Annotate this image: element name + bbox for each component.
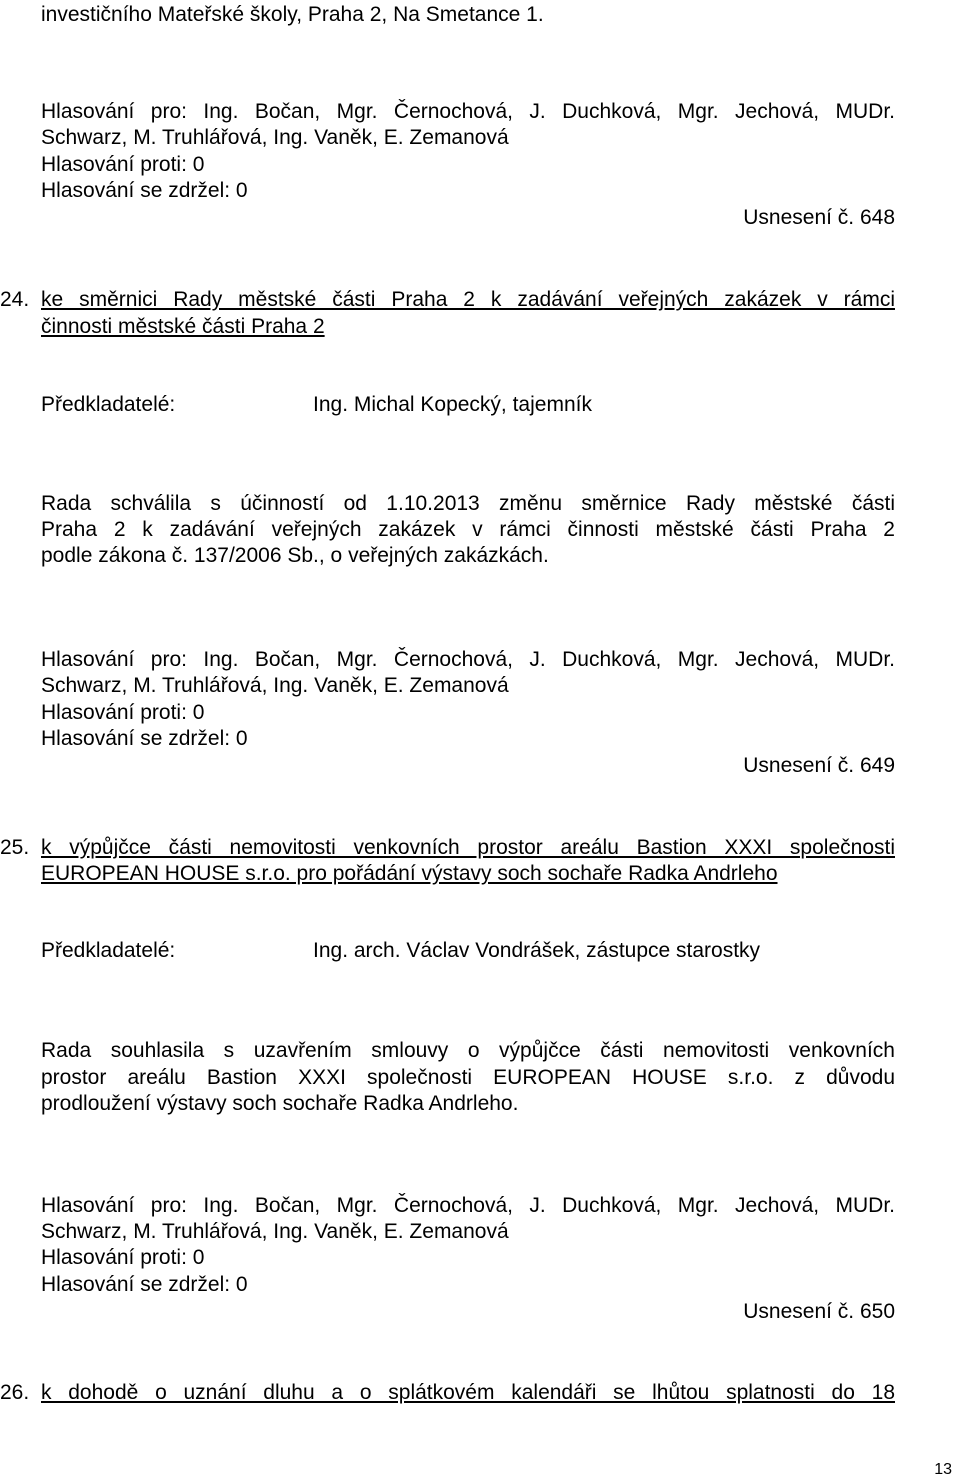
vote-zdrzel: Hlasování se zdržel: 0 — [41, 727, 248, 750]
resolution-number: Usnesení č. 649 — [743, 754, 895, 777]
item-title-line1: k výpůjčce části nemovitosti venkovních prostor areálu Bastion XXXI společnosti — [41, 836, 895, 859]
vote-pro-line1: Hlasování pro: Ing. Bočan, Mgr. Černochová, J. Duchková, Mgr. Jechová, MUDr. — [41, 648, 895, 671]
vote-pro-line1: Hlasování pro: Ing. Bočan, Mgr. Černochová, J. Duchková, Mgr. Jechová, MUDr. — [41, 100, 895, 123]
proposer-label: Předkladatelé: — [41, 939, 176, 962]
vote-proti: Hlasování proti: 0 — [41, 1246, 205, 1269]
item-number: 24. — [0, 288, 30, 311]
resolution-number: Usnesení č. 650 — [743, 1300, 895, 1323]
vote-pro-line1: Hlasování pro: Ing. Bočan, Mgr. Černochová, J. Duchková, Mgr. Jechová, MUDr. — [41, 1194, 895, 1217]
page-number: 13 — [934, 1461, 952, 1478]
item-number: 25. — [0, 836, 30, 859]
proposer-value: Ing. Michal Kopecký, tajemník — [313, 393, 592, 416]
vote-zdrzel: Hlasování se zdržel: 0 — [41, 179, 248, 202]
body-line2: Praha 2 k zadávání veřejných zakázek v rámci činnosti městské části Praha 2 — [41, 518, 895, 541]
vote-pro-line2: Schwarz, M. Truhlářová, Ing. Vaněk, E. Zemanová — [41, 1220, 509, 1243]
body-line1: Rada souhlasila s uzavřením smlouvy o výpůjčce části nemovitosti venkovních — [41, 1039, 895, 1062]
body-line3: podle zákona č. 137/2006 Sb., o veřejných zakázkách. — [41, 544, 549, 567]
proposer-label: Předkladatelé: — [41, 393, 176, 416]
item-number: 26. — [0, 1381, 30, 1404]
vote-proti: Hlasování proti: 0 — [41, 153, 205, 176]
resolution-number: Usnesení č. 648 — [743, 206, 895, 229]
vote-proti: Hlasování proti: 0 — [41, 701, 205, 724]
vote-zdrzel: Hlasování se zdržel: 0 — [41, 1273, 248, 1296]
proposer-value: Ing. arch. Václav Vondrášek, zástupce starostky — [313, 939, 761, 962]
item-title-line2: činnosti městské části Praha 2 — [41, 315, 325, 338]
body-line2: prostor areálu Bastion XXXI společnosti EUROPEAN HOUSE s.r.o. z důvodu — [41, 1066, 895, 1089]
body-line3: prodloužení výstavy soch sochaře Radka Andrleho. — [41, 1092, 519, 1115]
vote-pro-line2: Schwarz, M. Truhlářová, Ing. Vaněk, E. Zemanová — [41, 126, 509, 149]
item-title-line2: EUROPEAN HOUSE s.r.o. pro pořádání výstavy soch sochaře Radka Andrleho — [41, 862, 778, 885]
continuation-text: investičního Mateřské školy, Praha 2, Na Smetance 1. — [41, 3, 544, 26]
item-title-line1: k dohodě o uznání dluhu a o splátkovém kalendáři se lhůtou splatnosti do 18 — [41, 1381, 895, 1404]
body-line1: Rada schválila s účinností od 1.10.2013 změnu směrnice Rady městské části — [41, 492, 895, 515]
item-title-line1: ke směrnici Rady městské části Praha 2 k zadávání veřejných zakázek v rámci — [41, 288, 895, 311]
vote-pro-line2: Schwarz, M. Truhlářová, Ing. Vaněk, E. Zemanová — [41, 674, 509, 697]
